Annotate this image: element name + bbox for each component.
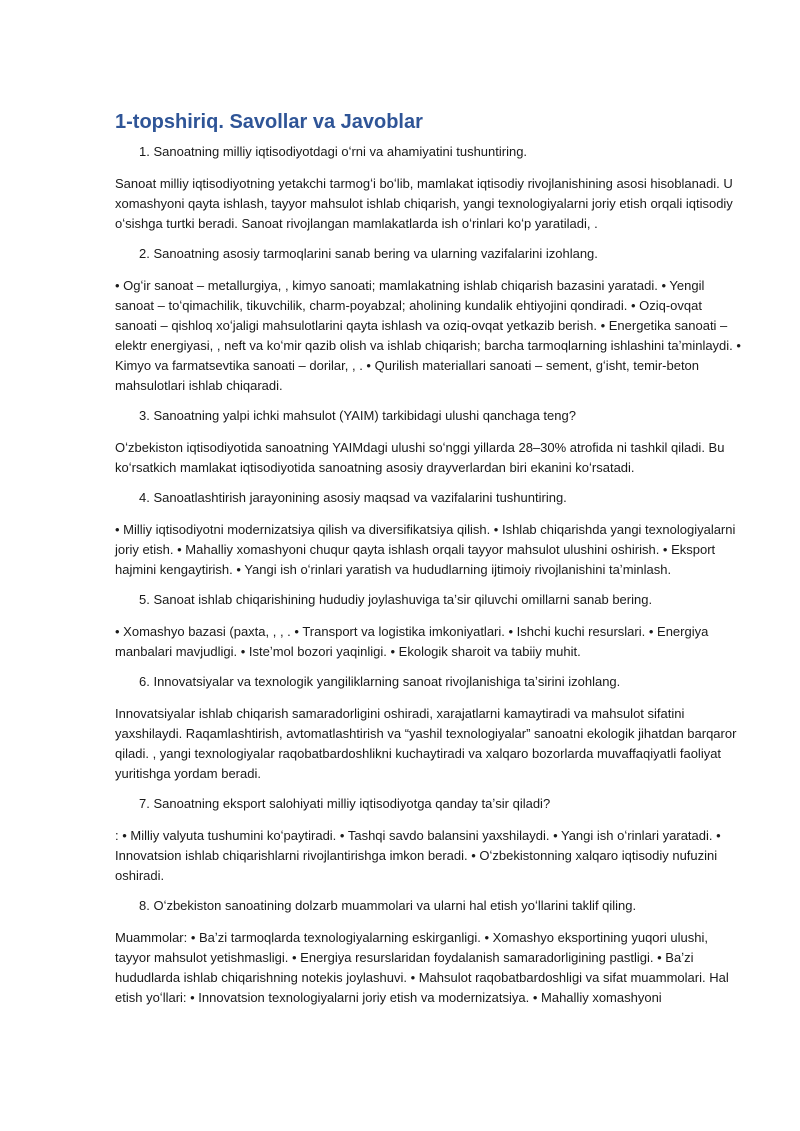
answer-5: • Xomashyo bazasi (paxta, , , . • Transport va logistika imkoniyatlari. • Ishchi kuchi resurslari. • Energiya manbalari mavjudligi. • Isteʼmol bozori yaqinligi. • Ekologik sharoit va tabiiy muhit. — [115, 624, 709, 659]
question-4: 4. Sanoatlashtirish jarayonining asosiy maqsad va vazifalarini tushuntiring. — [139, 490, 567, 505]
qa-item-1 — [115, 142, 743, 234]
qa-item-8 — [115, 896, 743, 1008]
qa-item-4 — [115, 488, 743, 580]
answer-8: Muammolar: • Baʼzi tarmoqlarda texnologiyalarning eskirganligi. • Xomashyo eksportining yuqori ulushi, tayyor mahsulot yetishmasligi. • Energiya resurslaridan foydalanish samaradorligining pastligi. • Baʼzi hududlarda ishlab chiqarishning notekis joylashuvi. • Mahsulot raqobatbardoshligi va sifat muammolari. Hal etish yoʻllari: • Innovatsion texnologiyalarni joriy etish va modernizatsiya. • Mahalliy xomashyoni — [115, 930, 729, 1005]
qa-item-6 — [115, 672, 743, 784]
qa-item-7 — [115, 794, 743, 886]
page-title: 1-topshiriq. Savollar va Javoblar — [115, 111, 423, 133]
qa-item-5 — [115, 590, 743, 662]
question-3: 3. Sanoatning yalpi ichki mahsulot (YAIM) tarkibidagi ulushi qanchaga teng? — [139, 408, 576, 423]
answer-6: Innovatsiyalar ishlab chiqarish samaradorligini oshiradi, xarajatlarni kamaytiradi va mahsulot sifatini yaxshilaydi. Raqamlashtirish, avtomatlashtirish va “yashil texnologiyalar” sanoatni ekologik jihatdan barqaror qiladi. , yangi texnologiyalar raqobatbardoshlikni kuchaytiradi va xalqaro bozorlarda muvaffaqiyatli faoliyat yuritishga yordam beradi. — [115, 706, 737, 781]
question-6: 6. Innovatsiyalar va texnologik yangiliklarning sanoat rivojlanishiga taʼsirini izohlang. — [139, 674, 621, 689]
answer-4: • Milliy iqtisodiyotni modernizatsiya qilish va diversifikatsiya qilish. • Ishlab chiqarishda yangi texnologiyalarni joriy etish. • Mahalliy xomashyoni chuqur qayta ishlash orqali tayyor mahsulot ulushini oshirish. • Eksport hajmini kengaytirish. • Yangi ish oʻrinlari yaratish va hududlarning ijtimoiy rivojlanishini taʼminlash. — [115, 522, 736, 577]
question-1: 1. Sanoatning milliy iqtisodiyotdagi oʻrni va ahamiyatini tushuntiring. — [139, 144, 528, 159]
question-8: 8. Oʻzbekiston sanoatining dolzarb muammolari va ularni hal etish yoʻllarini taklif qiling. — [139, 898, 637, 913]
answer-2: • Ogʻir sanoat – metallurgiya, , kimyo sanoati; mamlakatning ishlab chiqarish bazasini yaratadi. • Yengil sanoat – toʻqimachilik, tikuvchilik, charm-poyabzal; aholining kundalik ehtiyojini qondiradi. • Oziq-ovqat sanoati – qishloq xoʻjaligi mahsulotlarini qayta ishlash va oziq-ovqat yetkazib berish. • Energetika sanoati – elektr energiyasi, , neft va koʻmir qazib olish va ishlab chiqarish; barcha tarmoqlarning ishlashini taʼminlaydi. • Kimyo va farmatsevtika sanoati – dorilar, , . • Qurilish materiallari sanoati – sement, gʻisht, temir-beton mahsulotlari ishlab chiqaradi. — [115, 278, 741, 393]
question-2: 2. Sanoatning asosiy tarmoqlarini sanab bering va ularning vazifalarini izohlang. — [139, 246, 598, 261]
question-5: 5. Sanoat ishlab chiqarishining hududiy joylashuviga taʼsir qiluvchi omillarni sanab bering. — [139, 592, 653, 607]
qa-item-3 — [115, 406, 743, 478]
answer-7: : • Milliy valyuta tushumini koʻpaytiradi. • Tashqi savdo balansini yaxshilaydi. • Yangi ish oʻrinlari yaratadi. • Innovatsion ishlab chiqarishlarni rivojlantirishga imkon beradi. • Oʻzbekistonning xalqaro iqtisodiy nufuzini oshiradi. — [115, 828, 721, 883]
question-7: 7. Sanoatning eksport salohiyati milliy iqtisodiyotga qanday taʼsir qiladi? — [139, 796, 551, 811]
qa-item-2 — [115, 244, 743, 396]
answer-1: Sanoat milliy iqtisodiyotning yetakchi tarmogʻi boʻlib, mamlakat iqtisodiy rivojlanishining asosi hisoblanadi. U xomashyoni qayta ishlash, tayyor mahsulot ishlab chiqarish, yangi texnologiyalarni joriy etish orqali iqtisodiy oʻsishga turtki beradi. Sanoat rivojlangan mamlakatlarda ish oʻrinlari koʻp yaratiladi, . — [115, 176, 733, 231]
document-page — [115, 108, 743, 1018]
answer-3: Oʻzbekiston iqtisodiyotida sanoatning YAIMdagi ulushi soʻnggi yillarda 28–30% atrofida ni tashkil qiladi. Bu koʻrsatkich mamlakat iqtisodiyotida sanoatning asosiy drayverlardan biri ekanini koʻrsatadi. — [115, 440, 725, 475]
